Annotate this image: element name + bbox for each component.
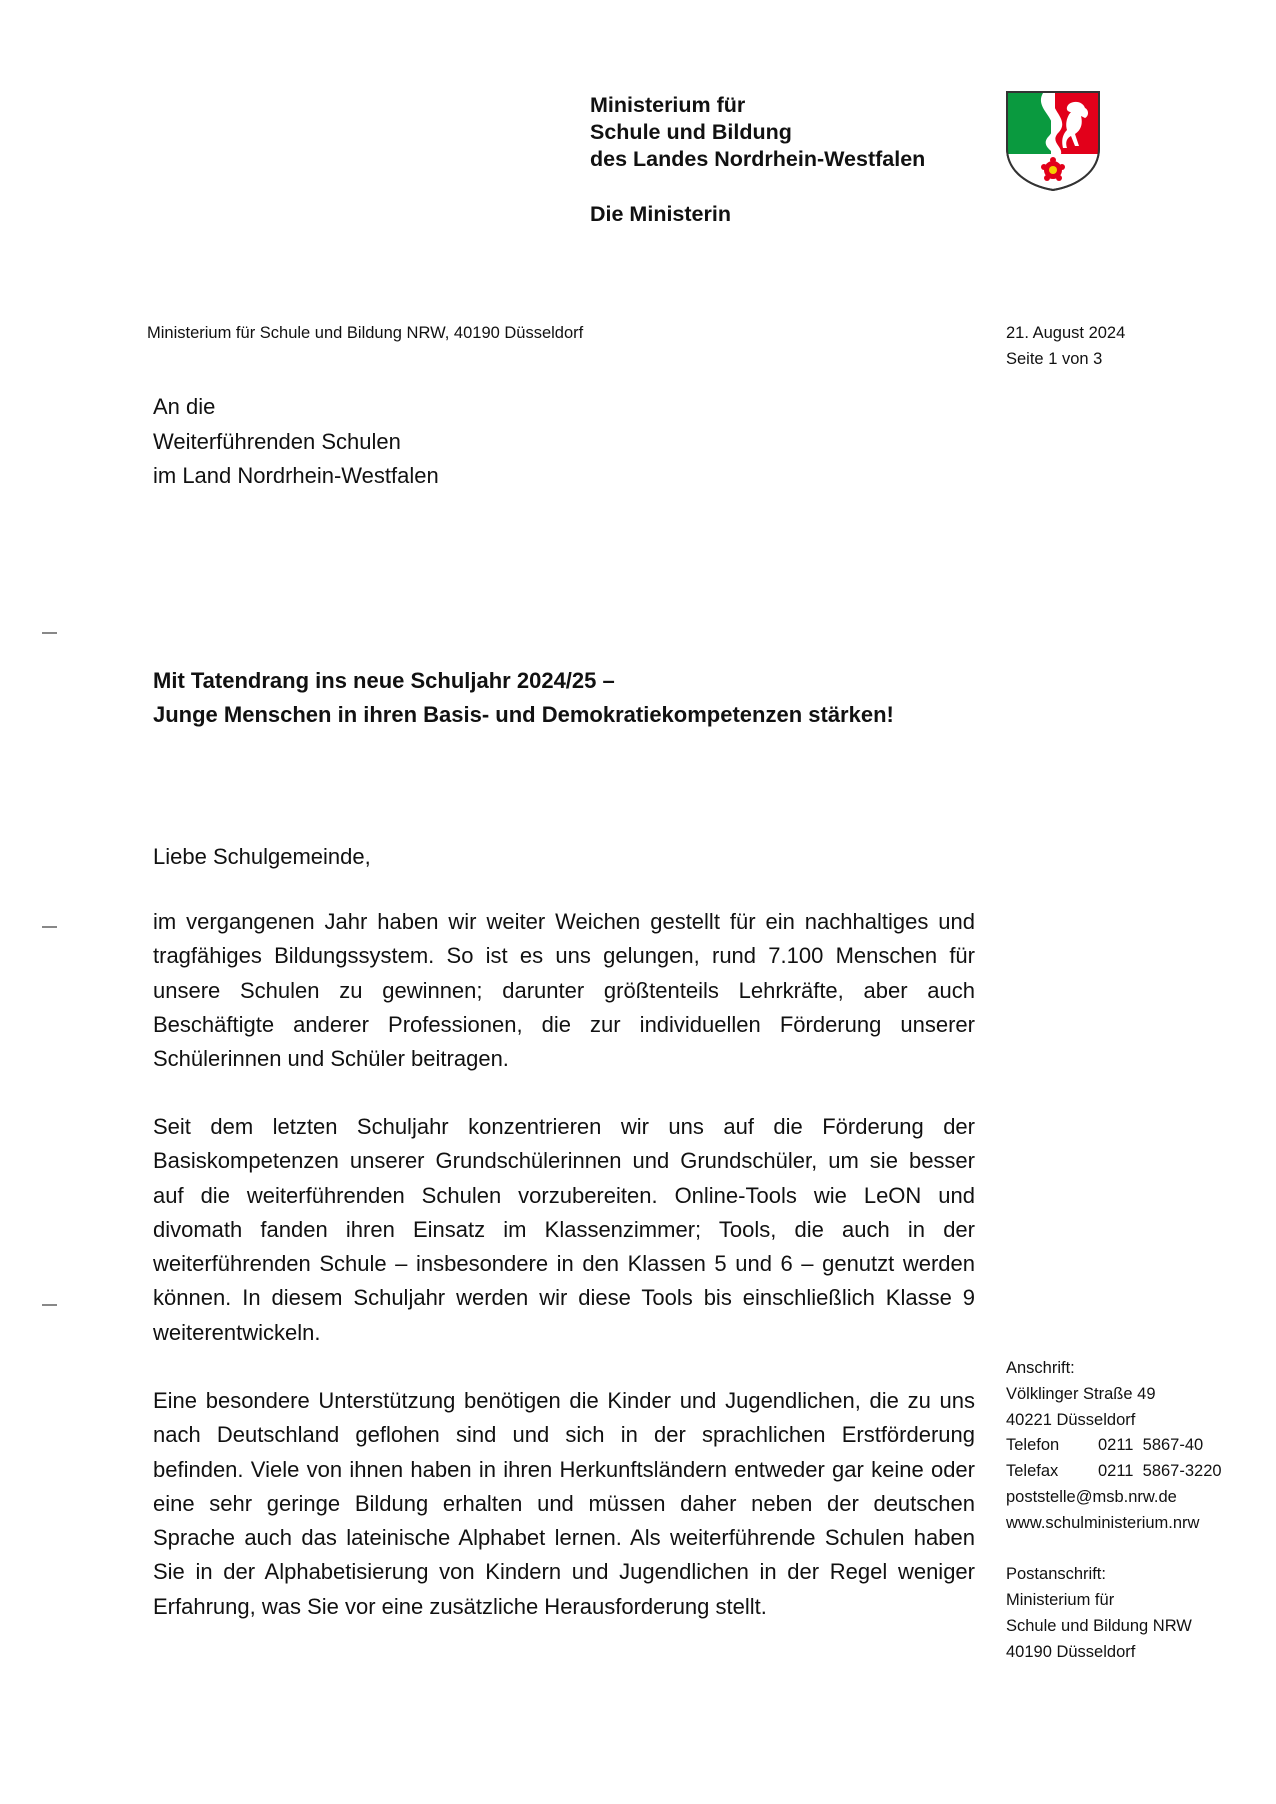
postal-line-3: 40190 Düsseldorf xyxy=(1006,1642,1136,1661)
ministry-name-line-3: des Landes Nordrhein-Westfalen xyxy=(590,147,926,171)
letter-subject xyxy=(153,664,894,732)
sender-return-address: Ministerium für Schule und Bildung NRW, 40190 Düsseldorf xyxy=(147,324,584,342)
phone-number: 0211 5867-40 xyxy=(1098,1436,1204,1455)
date-block xyxy=(1006,320,1125,372)
phone-row xyxy=(1006,1433,1222,1459)
fax-label: Telefax xyxy=(1006,1462,1059,1481)
ministry-name xyxy=(590,92,925,173)
city: 40221 Düsseldorf xyxy=(1006,1410,1136,1429)
fax-number: 0211 5867-3220 xyxy=(1098,1462,1222,1481)
fax-row xyxy=(1006,1459,1222,1485)
ministry-name-line-2: Schule und Bildung xyxy=(590,120,792,144)
page-info: Seite 1 von 3 xyxy=(1006,350,1103,368)
salutation: Liebe Schulgemeinde, xyxy=(153,844,371,869)
fold-mark-top xyxy=(42,632,57,634)
letter-date: 21. August 2024 xyxy=(1006,324,1126,342)
body-paragraph-3: Eine besondere Unterstützung benötigen die Kinder und Jugendlichen, die zu uns nach Deutschland geflohen sind und sich in der sprachlichen Erstförderung befinden. Viele von ihnen haben in ihren Herkunftsländern entweder gar keine oder eine sehr geringe Bildung erhalten und müssen daher neben der deutschen Sprache auch das lateinische Alphabet lernen. Als weiterführende Schulen haben Sie in der Alphabetisierung von Kindern und Jugendlichen in der Regel weniger Erfahrung, was Sie vor eine zusätzliche Herausforderung stellt. xyxy=(153,1388,975,1619)
body-paragraph-1: im vergangenen Jahr haben wir weiter Weichen gestellt für ein nachhaltiges und tragfähiges Bildungssystem. So ist es uns gelungen, rund 7.100 Menschen für unsere Schulen zu gewinnen; darunter größtenteils Lehrkräfte, aber auch Beschäftigte anderer Professionen, die zur individuellen Förderung unserer Schülerinnen und Schüler beitragen. xyxy=(153,909,975,1072)
fold-mark-punch xyxy=(42,926,57,928)
ministry-name-line-1: Ministerium für xyxy=(590,93,746,117)
postal-line-2: Schule und Bildung NRW xyxy=(1006,1616,1192,1635)
recipient-line-1: An die xyxy=(153,394,216,419)
nrw-coat-of-arms-logo xyxy=(1005,90,1101,192)
recipient-line-3: im Land Nordrhein-Westfalen xyxy=(153,463,439,488)
address-label: Anschrift: xyxy=(1006,1359,1075,1377)
subject-line-1: Mit Tatendrang ins neue Schuljahr 2024/25 – xyxy=(153,668,615,693)
recipient-address xyxy=(153,390,439,494)
spacer xyxy=(1006,1537,1222,1563)
email-link[interactable]: poststelle@msb.nrw.de xyxy=(1006,1487,1177,1506)
fold-mark-bottom xyxy=(42,1304,57,1306)
subject-line-2: Junge Menschen in ihren Basis- und Demokratiekompetenzen stärken! xyxy=(153,702,894,727)
recipient-line-2: Weiterführenden Schulen xyxy=(153,428,401,454)
postal-label: Postanschrift: xyxy=(1006,1565,1106,1584)
minister-title: Die Ministerin xyxy=(590,202,731,226)
contact-info xyxy=(1006,1356,1222,1666)
street: Völklinger Straße 49 xyxy=(1006,1384,1156,1403)
website-link[interactable]: www.schulministerium.nrw xyxy=(1006,1513,1200,1532)
postal-line-1: Ministerium für xyxy=(1006,1591,1115,1610)
phone-label: Telefon xyxy=(1006,1436,1060,1455)
body-paragraph-2: Seit dem letzten Schuljahr konzentrieren wir uns auf die Förderung der Basiskompetenzen unserer Grundschülerinnen und Grundschüler, um sie besser auf die weiterführenden Schulen vorzubereiten. Online-Tools wie LeON und divomath fanden ihren Einsatz im Klassenzimmer; Tools, die auch in der weiterführenden Schule – insbesondere in den Klassen 5 und 6 – genutzt werden können. In diesem Schuljahr werden wir diese Tools bis einschließlich Klasse 9 weiterentwickeln. xyxy=(153,1114,975,1345)
